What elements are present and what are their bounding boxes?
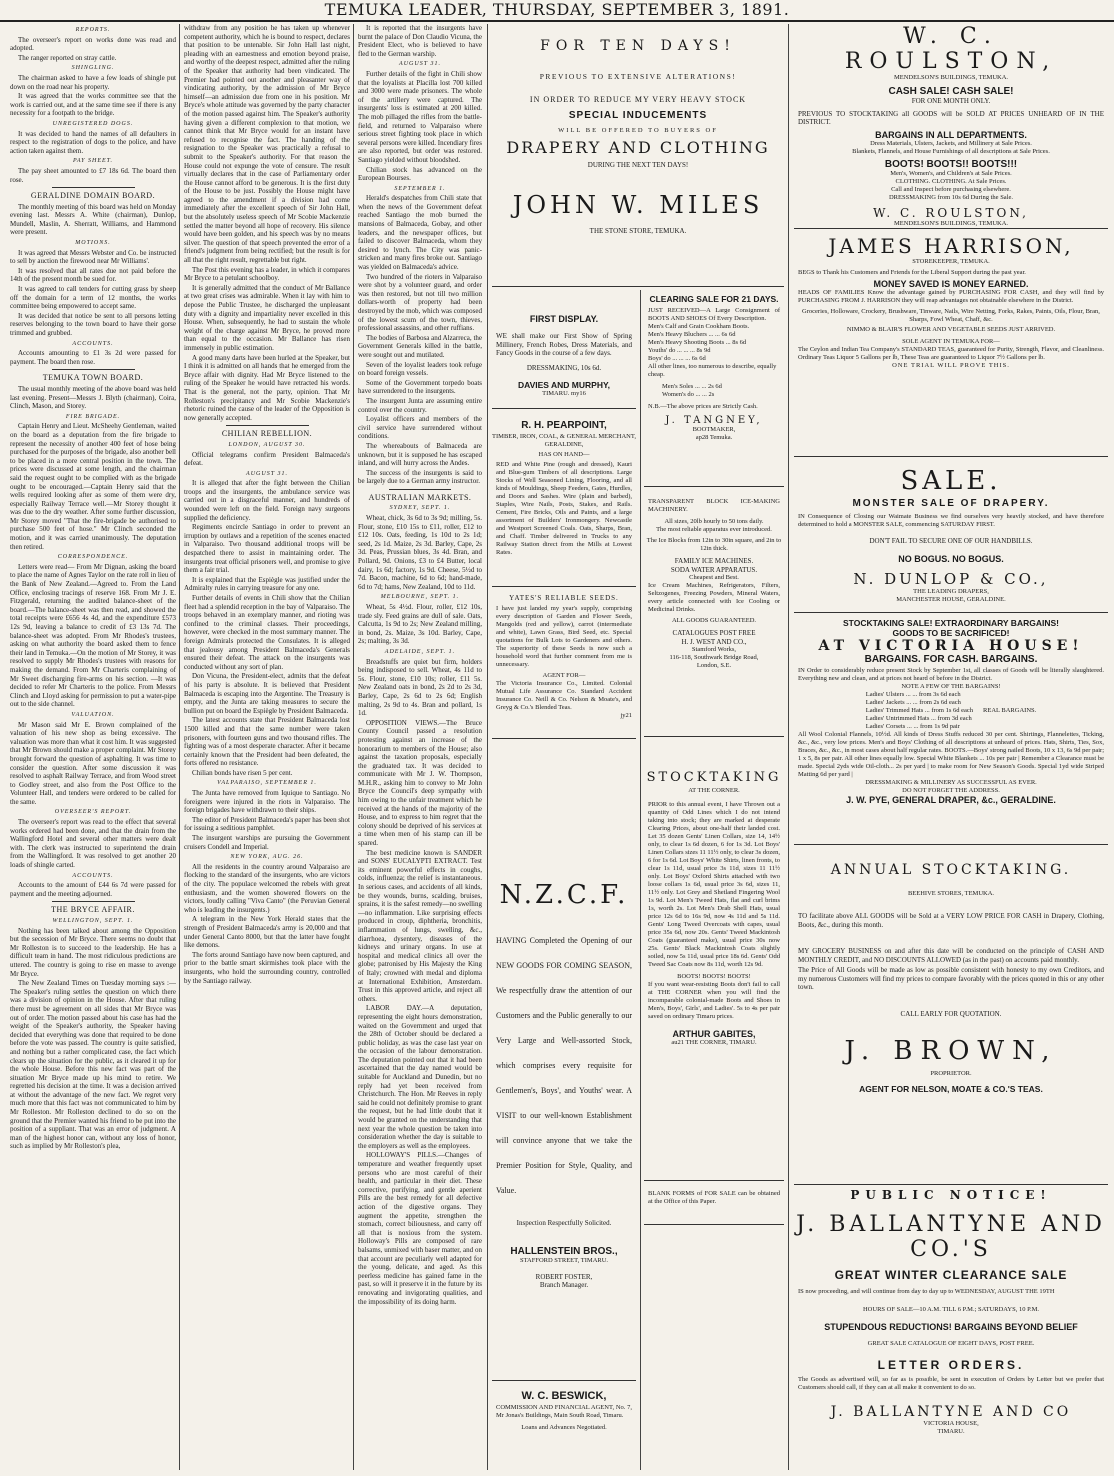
paragraph: The overseer's report on works done was read and adopted. bbox=[10, 35, 176, 53]
advert-line: CLOTHING. CLOTHING. At Sale Prices. bbox=[895, 177, 1007, 185]
paragraph: The Post this evening has a leader, in which it compares Mr Bryce to a petulant schoolboy. bbox=[184, 265, 350, 283]
paragraph: It is alleged that after the fight between the Chilian troops and the insurgents, the ambulance service was carried out in a disgraceful manner, and hundreds of wounded were left on the field. Foreign navy surgeons supplied the deficiency. bbox=[184, 479, 350, 522]
advert-line: REAL BARGAINS. bbox=[983, 707, 1037, 714]
advert-body: I have just landed my year's supply, comprising every description of Garden and Flower Seeds, Mangolds (red and yellow), carrot (intermediate and white), Lawn Grass, Bird Seed, etc. Special quotations for Bulk Lots to Gardeners and others. The superiority of these Seeds is now such a household word that further comment from me is unnecessary. bbox=[496, 604, 632, 668]
column-rule bbox=[487, 24, 488, 1470]
dateline: VALPARAISO, SEPTEMBER 1. bbox=[217, 780, 317, 787]
paragraph: A good many darts have been hurled at the Speaker, but I think it is admitted on all hands that he emerged from the Bryce affair with dignity. Had Mr Bryce listened to the ruling of the Speaker he would have retracted his words. That is the general, not the party, opinion. That Mr Rolleston's precipitancy and Mr Scobie Mackenzie's rhetoric ruined the cause of the leader of the Opposition is now generally accepted. bbox=[184, 353, 350, 422]
advert-line: LETTER ORDERS. bbox=[877, 1358, 1025, 1372]
paragraph: The insurgent Junta are assuming entire control over the country. bbox=[358, 396, 482, 414]
paragraph: It is generally admitted that the conduct of Mr Ballance at two great crises was admirable. When it lay with him to depose the Public Trustee, he discharged the unpleasant duty with a dignity and impartiality never excelled in this House. When, subsequently, he had to sustain the whole weight of the charge against Mr Bryce, he proved more than equal to the occasion. Mr Ballance has risen immensely in public estimation. bbox=[184, 283, 350, 352]
advert-name: W. C. BESWICK, bbox=[521, 1390, 607, 1402]
dateline: MELBOURNE, SEPT. 1. bbox=[380, 594, 460, 601]
advert-town: Temuka. bbox=[709, 434, 733, 441]
paragraph: The chairman asked to have a few loads of shingle put down on the road near his property. bbox=[10, 73, 176, 91]
advert-harrison bbox=[794, 232, 1108, 457]
article-heading: THE BRYCE AFFAIR. bbox=[51, 905, 135, 915]
subheading: MOTIONS. bbox=[75, 240, 111, 247]
advert-line: STUPENDOUS REDUCTIONS! BARGAINS BEYOND BELIEF bbox=[824, 1322, 1078, 1332]
list-item: Boys' do ... ... ... 6s 6d bbox=[648, 355, 706, 362]
dateline: ADELAIDE, SEPT. 1. bbox=[384, 648, 456, 655]
advert-roulston bbox=[794, 24, 1108, 229]
article-heading: GERALDINE DOMAIN BOARD. bbox=[30, 191, 156, 201]
paragraph: A telegram in the New York Herald states that the strength of President Balmaceda's army is 20,000 and that under General Canto 8000, but that the latter have fought like demons. bbox=[184, 915, 350, 950]
list-item: Women's do ... ... 2s bbox=[662, 391, 715, 398]
advert-address: STAFFORD STREET, TIMARU. bbox=[519, 1256, 609, 1264]
advert-line: Men's, Women's, and Children's at Sale Prices. bbox=[890, 169, 1012, 177]
advert-line: Stamford Works, bbox=[691, 646, 737, 653]
list-item: All other lines, too numerous to describe, equally cheap. bbox=[648, 363, 777, 378]
advert-line: DURING THE NEXT TEN DAYS! bbox=[587, 161, 689, 169]
paragraph: The whereabouts of Balmaceda are unknown, but it is supposed he has escaped inland, and will hurry across the Andes. bbox=[358, 441, 482, 468]
advert-line: SOLE AGENT IN TEMUKA FOR— bbox=[902, 338, 1000, 345]
paragraph: Some of the Government torpedo boats have surrendered to the insurgents. bbox=[358, 378, 482, 396]
advert-line: BOOTS! BOOTS! BOOTS! bbox=[677, 973, 751, 980]
subheading: REPORTS. bbox=[75, 27, 111, 33]
advert-name: R. H. PEARPOINT, bbox=[521, 420, 607, 431]
advert-line: N.B.—The above prices are Strictly Cash. bbox=[648, 403, 758, 410]
advert-town: THE CORNER, TIMARU. bbox=[685, 1039, 757, 1046]
advert-line: DRESSMAKING from 10s 6d During the Sale. bbox=[888, 193, 1014, 201]
dateline: NEW YORK, AUG. 26. bbox=[230, 854, 304, 861]
advert-line: NOTE A FEW OF THE BARGAINS! bbox=[901, 683, 1001, 690]
advert-line: BARGAINS. FOR CASH. BARGAINS. bbox=[864, 654, 1038, 665]
advert-line: CASH SALE! CASH SALE! bbox=[888, 86, 1014, 97]
advert-code: my16 bbox=[571, 390, 586, 397]
advert-line: GOODS TO BE SACRIFICED! bbox=[892, 628, 1010, 638]
advert-line: Blankets, Flannels, and House Furnishings of all descriptions at Sale Prices. bbox=[852, 147, 1050, 155]
advert-line: PROPRIETOR. bbox=[930, 1070, 972, 1077]
paragraph: Don Vicuna, the President-elect, admits that the defeat of his party is absolute. It is believed that President Balmaceda is escaping into the Argentine. The Treasury is empty, and the Junta are taking measures to secure the bullion put on board the Espiègle by President Balmaceda. bbox=[184, 672, 350, 715]
advert-heading: N.Z.C.F. bbox=[499, 880, 629, 910]
advert-line: DO NOT FORGET THE ADDRESS. bbox=[902, 787, 1000, 794]
list-item: Men's Heavy Shooting Boots ... 8s 6d bbox=[648, 339, 747, 346]
advert-body: All Wool Colonial Flannels, 10½d. All kinds of Dress Stuffs reduced 30 per cent. Shirtings, Flannelettes, Ticking, &c., &c., very low prices. Men's and Boys' Clothing of all descriptions at unheard of prices. Hats, Shirts, Ties, Sox, Braces, &c., &c., in most cases about half regular rates. BOOTS.—Boys' strong nailed Boots, 10 x 13, 6s 9d per pair; 1 x 5, 8s per pair. All other lines equally low. Special White Blankets ... 10s per pair | Remember a Clearance must be made. Special 2yds wide Oil-cloth... 2s per yard | to make room for New Season's Goods. Special 1yd wide Striped Matting 6d per yard | bbox=[798, 731, 1104, 778]
advert-line: Call and Inspect before purchasing elsewhere. bbox=[891, 185, 1011, 193]
subheading: SHINGLING. bbox=[71, 65, 115, 72]
advert-price-list bbox=[644, 323, 784, 411]
paragraph: Mr Mason said Mr E. Brown complained of the valuation of his new shop as being excessive. The valuation was more than what it cost him. It was suggested that Mr Brown should make a proper complaint. Mr Storey brought forward the question of asphalting. It was time to consider the question. After some discussion it was resolved to asphalt Railway Terrace, and from Wood street to Godley street, and also from the Post Office to the Volunteer Hall, and tenders were ordered to be called for the same. bbox=[10, 720, 176, 806]
paragraph: Further details of events in Chili show that the Chilian fleet had a splendid reception in the bay of Valparaiso. The troops behaved in an exemplary manner, and rioting was confined to the criminal classes. Their proceedings, however, were checked in the most summary manner. The foreign Admirals protected the Consulates. It is alleged that jealousy among President Balmaceda's Generals ensured their defeat. The attack on the insurgents was conducted without any sort of plan. bbox=[184, 594, 350, 671]
advert-john-miles bbox=[492, 24, 784, 287]
advert-trade: BOOTMAKER, bbox=[692, 426, 736, 433]
subheading: PAY SHEET. bbox=[72, 158, 114, 165]
advert-name: J. TANGNEY, bbox=[665, 415, 763, 426]
article-heading: TEMUKA TOWN BOARD. bbox=[42, 373, 144, 383]
dateline: SEPTEMBER 1. bbox=[394, 185, 446, 192]
subheading: ACCOUNTS. bbox=[72, 340, 114, 347]
advert-tangney bbox=[644, 290, 784, 487]
paragraph: Accounts amounting to £1 3s 2d were passed for payment. The board then rose. bbox=[10, 349, 176, 366]
advert-name: J. W. PYE, GENERAL DRAPER, &c., GERALDINE. bbox=[846, 795, 1056, 805]
paragraph: The success of the insurgents is said to be largely due to a German army instructor. bbox=[358, 468, 482, 486]
advert-line: BOOTS! BOOTS!! BOOTS!!! bbox=[884, 158, 1018, 170]
advert-line: WILL BE OFFERED TO BUYERS OF bbox=[558, 127, 718, 134]
advert-heading: FOR TEN DAYS! bbox=[540, 38, 736, 54]
advert-address bbox=[644, 434, 784, 442]
paragraph: The pay sheet amounted to £7 18s 6d. The board then rose. bbox=[10, 166, 176, 184]
list-item: Ladies' Corsets ... ... from 1s 9d pair bbox=[865, 723, 960, 730]
paragraph: HOLLOWAY'S PILLS.—Changes of temperature and weather frequently upset persons who are most careful of their health, and particular in their diet. These corrective, purifying, and gentle aperient Pills are the best remedy for all defective action of the digestive organs. They augment the appetite, strengthen the stomach, correct biliousness, and carry off all that is noxious from the system. Holloway's Pills are composed of rare balsams, unmixed with baser matter, and on that account are peculiarly well adapted for the young, delicate, and aged. As this peerless medicine has gained fame in the past, so will it preserve it in the future by its renovating and invigorating qualities, and the impossibility of its doing harm. bbox=[358, 1151, 482, 1306]
subheading: OVERSEER'S REPORT. bbox=[54, 809, 132, 816]
divider bbox=[52, 187, 135, 188]
advert-body: BLANK FORMS of FOR SALE can be obtained at the Office of this Paper. bbox=[648, 1190, 780, 1205]
advert-line: Inspection Respectfully Solicited. bbox=[516, 1219, 612, 1227]
advert-body: BEGS to Thank his Customers and Friends for the Liberal Support during the past year. bbox=[798, 269, 1026, 276]
advert-line: DON'T FAIL TO SECURE ONE OF OUR HANDBILLS. bbox=[869, 537, 1033, 545]
paragraph: Seven of the loyalist leaders took refuge on board foreign vessels. bbox=[358, 360, 482, 378]
advert-name: N. DUNLOP & CO., bbox=[853, 569, 1049, 588]
advert-price-list bbox=[794, 691, 1108, 731]
list-item: Youths' do ... ... ... 8s 9d bbox=[648, 347, 711, 354]
news-column-3 bbox=[358, 24, 482, 1470]
paragraph: LABOR DAY.—A deputation, representing the eight hours demonstration, waited on the Government and urged that the 28th of October should be declared a public holiday, as was the case last year on the occasion of the labour demonstration. The deputation pointed out that it had been ascertained that the day named would be suitable for Auckland and Dunedin, but no reply had yet been received from Christchurch. The Hon. Mr Reeves in reply said he could not definitely promise to grant the request, but he had little doubt that it would be granted on the understanding that next year the whole question be taken into consideration whether the day is suitable to the employers as well as the employees. bbox=[358, 1004, 482, 1150]
advert-line: NO BOGUS. NO BOGUS. bbox=[898, 553, 1004, 564]
advert-body: TO facilitate above ALL GOODS will be Sold at a VERY LOW PRICE FOR CASH in Drapery, Clothing, Boots, &c., during this month. bbox=[798, 912, 1104, 929]
advert-heading: FIRST DISPLAY. bbox=[529, 314, 599, 324]
paragraph: withdraw from any position he has taken up whenever competent authority, which he is bound to respect, declares that position to be untenable. Sir John Hall last night, pleading with an earnestness and emotion beyond praise, and worthy of the deepest respect, admitted after the ruling of the Speaker that authority had been vindicated. The Premier had pointed out another and pleasanter way of vindicating authority, by the admission of Mr Bryce himself—an admission due from one in his position. Mr Bryce's whole attitude was governed by the party character of the motion passed against him. The Speaker's authority having given a different complexion to that motion, we cannot think that Mr Bryce would for an instant have refused to recognise the fact. The handing of the resignation to the Speaker was practically a refusal to submit to the Speaker's authority. For that reason the House could not expunge the vote of censure. The result virtually declares that in the case of Parliamentary order the House cannot afford to be generous. It is the first duty of the House to be just. Possibly the House might have agreed to the amendment if a division had come immediately after the excellent speech of Sir John Hall, but the absolutely useless speech of Mr Scobie Mackenzie settled the matter beyond all hope of recovery. His silence would have been golden, and his speech was by no means silver. The question of that speech prevented the error of a friend's judgment from being rectified; but the result is for all that the right result, regrettable but right. bbox=[184, 24, 350, 265]
paragraph: It is explained that the Espiègle was justified under the Admiralty rules in carrying treasure for any one. bbox=[184, 575, 350, 593]
advert-heading: CLEARING SALE FOR 21 DAYS. bbox=[649, 294, 779, 304]
advert-line: AGENT FOR— bbox=[542, 671, 586, 679]
paragraph: The latest accounts state that President Balmaceda lost 1500 killed and that the same number were taken prisoners, with fourteen guns and two thousand rifles. The fighting was of a most desperate character. After it became certainly known that the President had been defeated, the forts offered no resistance. bbox=[184, 716, 350, 768]
advert-line: ALL GOODS GUARANTEED. bbox=[671, 617, 757, 624]
advert-line: FOR ONE MONTH ONLY. bbox=[911, 97, 991, 105]
advert-body: The Goods as advertised will, so far as is possible, be sent in execution of Orders by Letter but we prefer that Customers should call, if they can at all make it convenient to do so. bbox=[798, 1376, 1104, 1391]
paragraph: Loyalist officers and members of the civil service have surrendered without conditions. bbox=[358, 415, 482, 441]
advert-body: IS now proceeding, and will continue from day to day up to WEDNESDAY, AUGUST THE 19TH bbox=[798, 1288, 1055, 1295]
advert-body: COMMISSION AND FINANCIAL AGENT, No. 7, Mr Jonas's Buildings, Main South Road, Timaru. bbox=[496, 1404, 632, 1419]
advert-name: J. BROWN, bbox=[844, 1036, 1058, 1066]
list-item: Men's Heavy Bluchers ... ... 6s 6d bbox=[648, 331, 736, 338]
advert-gabites bbox=[644, 740, 784, 1181]
paragraph: It was agreed to call tenders for cutting grass by sheep off the domain for a term of 12 months, the works committee being empowered to accept same. bbox=[10, 285, 176, 311]
paragraph: The ranger reported on stray cattle. bbox=[18, 53, 117, 62]
advert-heading: AT VICTORIA HOUSE! bbox=[818, 638, 1084, 654]
advert-line: Branch Manager. bbox=[539, 1281, 589, 1289]
advert-ice-machinery bbox=[644, 490, 784, 737]
advert-body: HAVING Completed the Opening of our NEW GOODS FOR COMING SEASON, We respectfully draw the attention of our Customers and the Public generally to our Very Large and Well-assorted Stock, which comprises every requisite for Gentlemen's, Boys', and Youths' wear. A VISIT to our well-known Establishment will convince anyone that we take the Premier Position for Style, Quality, and Value. bbox=[496, 936, 632, 1195]
paragraph: The editor of President Balmaceda's paper has been shot for issuing a seditious pamphlet. bbox=[184, 815, 350, 833]
advert-line: MONEY SAVED IS MONEY EARNED. bbox=[873, 279, 1029, 289]
paragraph: It was decided to hand the names of all defaulters in respect to the registration of dogs to the police, and have action taken against them. bbox=[10, 129, 176, 155]
advert-body: The Price of All Goods will be made as low as possible consistent with honesty to my own Creditors, and my numerous Customers will find my prices to compare favorably with the prices quoted in this or any other town. bbox=[798, 966, 1104, 991]
paragraph: Herald's despatches from Chili state that when the news of the Government defeat reached Santiago the mob burned the mansions of Balmaceda, Gobay, and other leaders, and the newspaper offices, but failed to discover Balmaceda, whom they desired to lynch. The City was panic-stricken and many fires broke out. Santiago was yielded on Balmaceda's advice. bbox=[358, 194, 482, 272]
masthead: TEMUKA LEADER, THURSDAY, SEPTEMBER 3, 1891. bbox=[0, 0, 1114, 22]
advert-line: HAS ON HAND— bbox=[538, 451, 590, 458]
advert-line: GREAT WINTER CLEARANCE SALE bbox=[834, 1268, 1068, 1282]
advert-line: Dress Materials, Ulsters, Jackets, and Millinery at Sale Prices. bbox=[870, 139, 1032, 147]
dateline: SYDNEY, SEPT. 1. bbox=[389, 505, 451, 512]
advert-brown bbox=[794, 848, 1108, 1185]
paragraph: The insurgent warships are pursuing the Government cruisers Condell and Imperial. bbox=[184, 834, 350, 851]
advert-address bbox=[492, 390, 636, 398]
paragraph: Regiments encircle Santiago in order to prevent an irruption by outlaws and a repetition of the scenes enacted in Valparaiso. Two thousand additional troops will be despatched there to assist in maintaining order. The insurgents treat official prisoners well, and promise to give them a fair trial. bbox=[184, 523, 350, 575]
advert-line: All sizes, 20lb hourly to 50 tons daily. bbox=[664, 518, 764, 525]
advert-heading: TRANSPARENT BLOCK ICE-MAKING MACHINERY. bbox=[648, 498, 780, 513]
advert-name: J. BALLANTYNE AND CO.'S bbox=[796, 1212, 1106, 1262]
advert-body: IN Order to considerably reduce present Stock by September 1st, all classes of Goods will be literally slaughtered. Everything new and clean, and at prices not heard of before in the District. bbox=[798, 667, 1104, 682]
advert-line: FAMILY ICE MACHINES. bbox=[674, 557, 754, 565]
article-heading: AUSTRALIAN MARKETS. bbox=[368, 492, 472, 502]
advert-line: The most reliable apparatus ever introduced. bbox=[656, 526, 772, 533]
advert-body: Groceries, Holloware, Crockery, Brushware, Tinware, Nails, Wire Netting, Forks, Rakes, Paints, Oils, Flour, Bran, Sharps, Fowl Wheat, Chaff, &c. bbox=[802, 308, 1100, 323]
paragraph: It was resolved that all rates due not paid before the 14th of the present month be sued for. bbox=[10, 266, 176, 284]
dateline: AUGUST 31. bbox=[246, 470, 288, 477]
paragraph: Breadstuffs are quiet but firm, holders being indisposed to sell. Wheat, 4s 11d to 5s. Flour, stone, £10 10s; roller, £11 5s. New Zealand oats in bond, 2s 2d to 2s 3d, Barley, Cape, 2s 6d to 2s 6d; English malting, 2s 9d to 4s. Bran and pollard, 1s 1d. bbox=[358, 657, 482, 718]
advert-yates-seeds bbox=[492, 590, 636, 739]
advert-heading: PUBLIC NOTICE! bbox=[850, 1188, 1052, 1202]
paragraph: Chilian bonds have risen 5 per cent. bbox=[192, 768, 293, 777]
article-heading: CHILIAN REBELLION. bbox=[221, 429, 313, 439]
advert-line: ROBERT FOSTER, bbox=[535, 1272, 593, 1281]
list-item: Men's Calf and Grain Cookham Boots. bbox=[648, 323, 750, 330]
advert-body: IN Consequence of Closing our Waimate Business we find ourselves very heavily stocked, and have therefore determined to hold a MONSTER SALE, commencing SATURDAY FIRST. bbox=[798, 513, 1104, 528]
news-column-2 bbox=[184, 24, 350, 1470]
advert-line: IN ORDER TO REDUCE MY VERY HEAVY STOCK bbox=[529, 95, 747, 104]
advert-line: MONSTER SALE OF DRAPERY. bbox=[852, 498, 1050, 509]
advert-line: HOURS OF SALE—10 A.M. TILL 6 P.M.; SATURDAYS, 10 P.M. bbox=[862, 1306, 1040, 1313]
paragraph: It was agreed that Messrs Webster and Co. be instructed to sell by auction the firewood near Mr Williams'. bbox=[10, 248, 176, 266]
advert-name: W. C. ROULSTON, bbox=[844, 24, 1058, 74]
divider bbox=[52, 901, 135, 902]
paragraph: All the residents in the country around Valparaiso are flocking to the standard of the insurgents, who are victors of the city. The populace welcomed the rebels with great enthusiasm, and the women showered flowers on the victors, loudly calling "Viva Canto" (the Peruvian General who is leading the insurgents.) bbox=[184, 862, 350, 914]
paragraph: It was agreed that the works committee see that the work is carried out, and at the same time see if there is any necessity for a footpath to the bridge. bbox=[10, 92, 176, 118]
advert-body: JUST RECEIVED—A Large Consignment of BOOTS AND SHOES Of Every Description. bbox=[648, 307, 780, 322]
advert-line: PREVIOUS TO EXTENSIVE ALTERATIONS! bbox=[539, 72, 737, 81]
advert-line: CATALOGUES POST FREE bbox=[672, 629, 756, 637]
advert-line: GREAT SALE CATALOGUE OF EIGHT DAYS, POST FREE. bbox=[867, 1340, 1035, 1347]
advert-heading: SALE. bbox=[900, 466, 1002, 496]
advert-line: STOCKTAKING SALE! EXTRAORDINARY BARGAINS! bbox=[843, 618, 1059, 628]
paragraph: The Junta have removed from Iquique to Santiago. No foreigners were injured in the riots in Valparaiso. The foreign brigades have withdrawn to their ships. bbox=[184, 789, 350, 815]
paragraph: Nothing has been talked about among the Opposition but the secession of Mr Bryce. There seems no doubt that Mr Rolleston is to succeed to the leadership. He has a difficult team in hand. The most ridiculous predictions are uttered. The country is going to rise en masse to avenge Mr Bryce. bbox=[10, 926, 176, 978]
advert-line: DRESSMAKING, 10s 6d. bbox=[526, 363, 602, 372]
advert-address bbox=[644, 1039, 784, 1047]
advert-address: 116-118, Southwark Bridge Road, bbox=[669, 654, 759, 661]
paragraph: The New Zealand Times on Tuesday morning says :—The Speaker's ruling settles the question on which there was a division of opinion in the House. After that ruling there must be agreement on all sides that Mr Bryce was out of order. The motion passed about his case has had the weight of the Speaker's authority, the Speaker having decided that everything was done that required to be done before the vote was passed. The country is quite satisfied, and nothing but a rather complicated case, the fact which clears up the situation for the public, as it cleared it up for the whole House. Before this new fact was part of the situation Mr Bryce made up his mind to retire. We regretted his decision at the time. It was a decision arrived at without the advantage of the new fact. We regret very much more that this fact was not communicated to him by Mr Rolleston. Mr Rolleston declined to do so on the ground that the Premier wanted his friend to be put into the position of a suppliant. That was an error of judgment. A man of the highest honor can, without any loss of honor, such as implied by Mr Rolleston's plea, bbox=[10, 979, 176, 1151]
dateline: AUGUST 31. bbox=[399, 61, 441, 68]
paragraph: Letters were read— From Mr Dignan, asking the board to place the name of Agnes Taylor on the rate roll in lieu of the Bank of New Zealand.—Agreed to. From the Land Office, enclosing tracings of reserve 168. From Mr J. E. Fitzgerald, returning the audited balance-sheet of the board.—The balance-sheet was then read, and showed the total receipts were £656 4s 4d, and the expenditure £573 12s 9d, leaving a balance to credit of £3 13s 7d. The balance-sheet was adopted. From Mr Rhodes's trustees, asking on what authority the board asked them to fence their land in Temuka.—On the motion of Mr Storey, it was resolved to supply Mr Rhodes's trustees with reasons for making the demand. From Mr Charteris complaining of Mr Sweet discharging fire-arms on his section. —It was decided to refer Mr Charteris to the police. From Messrs Clinch and Lloyd asking for permission to put a water-pipe out to the side channel. bbox=[10, 562, 176, 709]
advert-name: HALLENSTEIN BROS., bbox=[510, 1245, 618, 1257]
subheading: VALUATION. bbox=[71, 711, 115, 718]
advert-body: The Ceylon and Indian Tea Company's STANDARD TEAS, guaranteed for Purity, Strength, Flavor, and Cleanliness. Ordinary Teas Liquor 5 Gallons per lb, These Teas are guaranteed to Liquor 7½ Gallons per lb. bbox=[798, 346, 1104, 361]
divider bbox=[226, 425, 309, 426]
paragraph: The usual monthly meeting of the above board was held last evening. Present—Messrs J. Blyth (chairman), Coira, Clinch, Mason, and Storey. bbox=[10, 384, 176, 411]
advert-address: MANCHESTER HOUSE, GERALDINE. bbox=[896, 595, 1006, 603]
advert-heading: YATES'S RELIABLE SEEDS. bbox=[509, 594, 619, 602]
advert-line: ONE TRIAL WILL PROVE THIS. bbox=[892, 362, 1010, 369]
advert-body: The Victoria Insurance Co., Limited. Colonial Mutual Life Assurance Co. Standard Accident Insurance Co. Neill & Co. Nelson & Moate's, and Greyg & Co.'s Blended Teas. bbox=[496, 679, 632, 711]
column-rule bbox=[353, 24, 354, 1470]
advert-code: jy21 bbox=[620, 711, 632, 719]
advert-body: MY GROCERY BUSINESS on and after this date will be conducted on the principle of CASH AND MONTHLY CREDIT, and NO DISCOUNTS ALLOWED (as in the past) on accounts paid monthly. bbox=[798, 947, 1104, 964]
paragraph: The overseer's report was read to the effect that several works ordered had been done, and that the drain from the Wallingford Hotel and several other matters were dealt with. The clerk was instructed to superintend the drain from the Wallingford. It was resolved to get another 20 loads of shingle carted. bbox=[10, 818, 176, 870]
advert-name: JAMES HARRISON, bbox=[828, 234, 1074, 258]
advert-code: ap28 bbox=[695, 434, 709, 441]
subheading: UNREGISTERED DOGS. bbox=[52, 120, 134, 127]
paragraph: The monthly meeting of this board was held on Monday evening last. Messrs A. White (chairman), Dunlop, Mundell, Maslin, A. Sherratt, Williams, and Hammond were present. bbox=[10, 202, 176, 237]
advert-name: W. C. ROULSTON, bbox=[873, 205, 1029, 220]
paragraph: Wheat, 5s 4½d. Flour, roller, £12 10s, trade sly. Feed grains are dull of sale. Oats, Calcutta, 1s 9d to 2s; New Zealand milling, in bond, 2s. Maize, 3s 10d. Barley, Cape, 2s; malting, 3s 3d. bbox=[358, 603, 482, 646]
advert-body: HEADS OF FAMILIES Know the advantage gained by PURCHASING FOR CASH, and they will find by PURCHASING FROM J. HARRISON they will reap advantages not obtainable elsewhere in the District. bbox=[798, 289, 1104, 304]
list-item: Ladies' Ulsters ... ... from 3s 6d each bbox=[865, 691, 961, 698]
advert-dunlop bbox=[794, 460, 1108, 613]
subheading: CORRESPONDENCE. bbox=[57, 554, 129, 561]
divider bbox=[52, 369, 135, 370]
advert-line: THE LEADING DRAPERS, bbox=[913, 587, 989, 595]
advert-line: BEEHIVE STORES, TEMUKA. bbox=[907, 890, 995, 897]
paragraph: The best medicine known is SANDER and SONS' EUCALYPTI EXTRACT. Test its eminent powerful effects in coughs, colds, influenza; the relief is instantaneous. In serious cases, and accidents of all kinds, be they wounds, burns, scalding, bruises, sprains, it is the safest remedy—no swelling—no inflammation. Like surprising effects produced in croup, diphtheria, bronchitis, inflammation of lungs, swelling, &c., diarrhoea, dysentery, diseases of the kidneys and urinary organs. In use at hospital and medical clinics all over the globe; patronised by His Majesty the King of Italy; crowned with medal and diploma at International Exhibition, Amsterdam. Trust in this approved article, and reject all others. bbox=[358, 848, 482, 1003]
advert-pearpoint bbox=[492, 412, 636, 587]
advert-line: SODA WATER APPARATUS. bbox=[670, 565, 758, 574]
advert-name: DAVIES AND MURPHY, bbox=[517, 380, 611, 390]
advert-name: JOHN W. MILES bbox=[512, 191, 764, 219]
advert-body: PREVIOUS TO STOCKTAKING all GOODS will be SOLD AT PRICES UNHEARD OF IN THE DISTRICT. bbox=[798, 109, 1104, 126]
advert-line: DRAPERY AND CLOTHING bbox=[506, 138, 770, 157]
advert-town: TIMARU. bbox=[542, 390, 570, 397]
advert-address: VICTORIA HOUSE, bbox=[923, 1420, 979, 1427]
advert-pye bbox=[794, 616, 1108, 845]
advert-line: NIMMO & BLAIR'S FLOWER AND VEGETABLE SEEDS JUST ARRIVED. bbox=[846, 326, 1056, 333]
advert-line: AGENT FOR NELSON, MOATE & CO.'S TEAS. bbox=[859, 1084, 1043, 1094]
paragraph: The forts around Santiago have now been captured, and prior to the battle smart skirmishes took place with the insurgents, who hold the surrounding country, controlled by the Santiago railway. bbox=[184, 950, 350, 985]
paragraph: Wheat, chick, 3s 6d to 3s 9d; milling, 5s. Flour, stone, £10 15s to £11, roller, £12 to £12 10s. Oats, feeding, 1s 10d to 2s 1d; seed, 2s 1d. Maize, 2s 3d. Barley, Cape, 2s 3d. Peas, Prussian blues, 3s 4d. Bran, and Pollard, 9d. Onions, £3 to £4 Butter, local dairy, 1s 6d; factory, 1s 9d. Cheese, 5½d to 7d. Bacon, machine, 6d to 6d; hand-made, 6d to 7d; hams, New Zealand, 10d to 11d. bbox=[358, 514, 482, 591]
paragraph: The bodies of Barbosa and Alzarreca, the Government Generals killed in the battle, were sought out and mutilated. bbox=[358, 333, 482, 359]
advert-name: J. BALLANTYNE AND CO bbox=[830, 1404, 1072, 1420]
advert-line: AT THE CORNER. bbox=[688, 787, 740, 794]
price-list-items bbox=[866, 691, 973, 731]
subheading: FIRE BRIGADE. bbox=[65, 413, 121, 420]
paragraph: It is reported that the insurgents have burnt the palace of Don Claudio Vicuna, the President Elect, who is believed to have fled to the German warship. bbox=[358, 24, 482, 58]
advert-line: BARGAINS IN ALL DEPARTMENTS. bbox=[875, 129, 1027, 140]
paragraph: OPPOSITION VIEWS.—The Bruce County Council passed a resolution protesting against an increase of the honorarium to members of the House; also against the taxation proposals, especially the graduated tax. It was decided to communicate with Mr J. W. Thompson, M.H.R., asking him to convey to Mr John Bryce the Council's deep sympathy with him owing to the unfair treatment which he received at the hands of the majority of the House, and to express to him regret that the colony should be deprived of his services at a time when men of his stamp can ill be spared. bbox=[358, 718, 482, 848]
advert-beswick bbox=[492, 1384, 636, 1468]
advert-address: London, S.E. bbox=[696, 662, 732, 669]
advert-code: au21 bbox=[671, 1039, 685, 1046]
subheading: ACCOUNTS. bbox=[72, 872, 114, 879]
advert-line: The Ice Blocks from 12in to 30in square, and 2in to 12in thick. bbox=[646, 537, 782, 552]
advert-name: H. J. WEST AND CO., bbox=[681, 637, 747, 646]
column-rule bbox=[640, 290, 641, 1470]
advert-davies-murphy bbox=[492, 290, 636, 409]
advert-body: Ice Cream Machines, Refrigerators, Filters, Seltzogenes, Freezing Powders, Mineral Waters, every article connected with Ice Cooling or Medicinal Drinks. bbox=[648, 582, 780, 613]
paragraph: Accounts to the amount of £44 6s 7d were passed for payment and the meeting adjourned. bbox=[10, 881, 176, 898]
advert-heading: ANNUAL STOCKTAKING. bbox=[830, 862, 1072, 878]
list-item: Men's Soles ... ... 2s 6d bbox=[662, 383, 722, 390]
divider bbox=[389, 489, 451, 490]
advert-body: PRIOR to this annual event, I have Thrown out a quantity of Odd Lines which I do not intend taking into stock; they are marked at desperate Clearing Prices, about one-half their landed cost. Let 35 dozen Gents' Linen Collars, size 14, 14½ only, to clear 1s 6d dozen, 6 for 1s 3d. Lot Boys' Linen Collars sizes 11 11½ only, to clear 3s dozen, 6 for 1s 6d. Lot Boys' White Shirts, linen fronts, to clear 1s 11d, usual price 3s 11d, sizes 11 11½ only. Lot Boys' Oxford Shirts attached with two loose collars 1s 6d, usual price 3s 6d, sizes 11, 11½ only. Lot Grey and Shetland Fingering Wool 1s 9d. Lot Men's Tweed Hats, flat and curl brims 1s, worth 2s. Lot Men's Drab Shell Hats, usual price 12s 6d to 16s 9d, now 4s 11d and 5s 11d. Gents' Long Tweed Overcoats with capes, usual price 35s 6d, now 20s. Gents' Tweed Mackintosh Coats (guaranteed make), usual price 30s now 25s. Gents' Black Mackintosh Coats slightly soiled, now 5s 11d, usual price 18s 6d. Gents' Odd Tweed Sac Coats now 8s 11d, worth 12s 9d. bbox=[648, 801, 780, 968]
advert-hallenstein bbox=[492, 742, 636, 1381]
advert-name: ARTHUR GABITES, bbox=[672, 1029, 756, 1039]
paragraph: Two hundred of the rioters in Valparaiso were shot by a volunteer guard, and order was then restored, but not till two million dollars-worth of property had been destroyed by the mob, which was composed of the lowest scum of the town, thieves, professional assassins, and other ruffians. bbox=[358, 272, 482, 333]
advert-heading: STOCKTAKING bbox=[646, 770, 782, 785]
advert-trade: STOREKEEPER, TEMUKA. bbox=[912, 258, 990, 265]
advert-line: SPECIAL INDUCEMENTS bbox=[568, 110, 708, 121]
advert-line: Cheapest and Best. bbox=[689, 574, 739, 581]
news-column-1 bbox=[10, 24, 176, 1470]
advert-trade: TIMBER, IRON, COAL, & GENERAL MERCHANT, GERALDINE, bbox=[492, 433, 636, 448]
advert-line: CALL EARLY FOR QUOTATION. bbox=[900, 1009, 1002, 1018]
dateline: LONDON, AUGUST 30. bbox=[228, 441, 306, 448]
advert-line: DRESSMAKING & MILLINERY AS SUCCESSFUL AS EVER. bbox=[865, 779, 1037, 786]
dateline: WELLINGTON, SEPT. 1. bbox=[52, 918, 134, 924]
list-item: Ladies' Untrimmed Hats ... from 3d each bbox=[865, 715, 972, 722]
advert-address: TIMARU. bbox=[937, 1428, 965, 1435]
advert-address: MENDELSON'S BUILDINGS, TEMUKA. bbox=[893, 74, 1009, 81]
paragraph: Captain Henry and Lieut. McSheehy Gentleman, waited on the board as a deputation from the fire brigade to represent the necessity of another 400 feet of hose being purchased for the purposes of the brigade, also another bell to be placed in a more central position in the town. The prices were discussed at some length, and the chairman said the request ought to be complied with as the brigade ought to be encouraged.—Captain Henry said that the wells required looking after as some of them were dry, especially Railway Terrace well.—Mr Storey thought it was due to the dry weather. After some further discussion, Mr Storey moved "That the fire-brigade be authorised to purchase 500 feet of hose." Mr Clinch seconded the motion, and it was carried unanimously. The deputation then retired. bbox=[10, 422, 176, 551]
list-item: Ladies' Jackets ... ... from 2s 6d each bbox=[865, 699, 961, 706]
list-item: Ladies' Trimmed Hats ... from 1s 6d each bbox=[865, 707, 974, 714]
advert-body: If you want wear-resisting Boots don't fail to call at THE CORNER when you will find the incomparable colonial-made Boots and Shoes in Men's, Boys', Girls', and Ladies'. 5s to 4s per pair saved on ordinary Timaru prices. bbox=[648, 981, 780, 1020]
paragraph: Official telegrams confirm President Balmaceda's defeat. bbox=[184, 450, 350, 468]
column-rule bbox=[179, 24, 180, 1470]
advert-address: THE STONE STORE, TEMUKA. bbox=[589, 227, 687, 235]
paragraph: Chilian stock has advanced on the European Bourses. bbox=[358, 165, 482, 183]
advert-address: MENDELSON'S BUILDINGS, TEMUKA. bbox=[893, 219, 1009, 227]
advert-body: WE shall make our First Show of Spring Millinery, French Robes, Dress Materials, and Fancy Goods in the course of a few days. bbox=[496, 332, 632, 357]
advert-body: RED and White Pine (rough and dressed), Kauri and Blue-gum Timbers of all descriptions. Large Stocks of Well Seasoned Lining, Flooring, and all kinds of Mouldings, Sheep Feeders, Gates, Hurdles, and Doors and Sashes. Wire (plain and barbed), Staples, Wire Nails, Posts, Stakes, and Rails. Cement, Fire Bricks, Oils and Paints, and a large assortment of Builders' Ironmongery. Newcastle and Westport Screened Coals. Oats, Sharps, Bran, and Chaff. Timber delivered in Trucks to any Railway Station direct from the Mills at Lowest Rates. bbox=[496, 461, 632, 556]
advert-ballantyne-body bbox=[794, 1188, 1108, 1468]
paragraph: Further details of the fight in Chili show that the loyalists at Placilla lost 700 killed and 3000 were made prisoners. The whole of the artillery were captured. The insurgents' loss is estimated at 200 killed. The mob pillaged the rifles from the battle-field, and returned to Valparaiso where serious street fighting took place in which several persons were killed. Incendiary fires are also reported, but order was restored. Santiago yielded without bloodshed. bbox=[358, 69, 482, 164]
advert-line: Loans and Advances Negotiated. bbox=[521, 1424, 607, 1431]
paragraph: It was decided that notice be sent to all persons letting reserves belonging to the town board to have their gorse trimmed and grubbed. bbox=[10, 311, 176, 337]
